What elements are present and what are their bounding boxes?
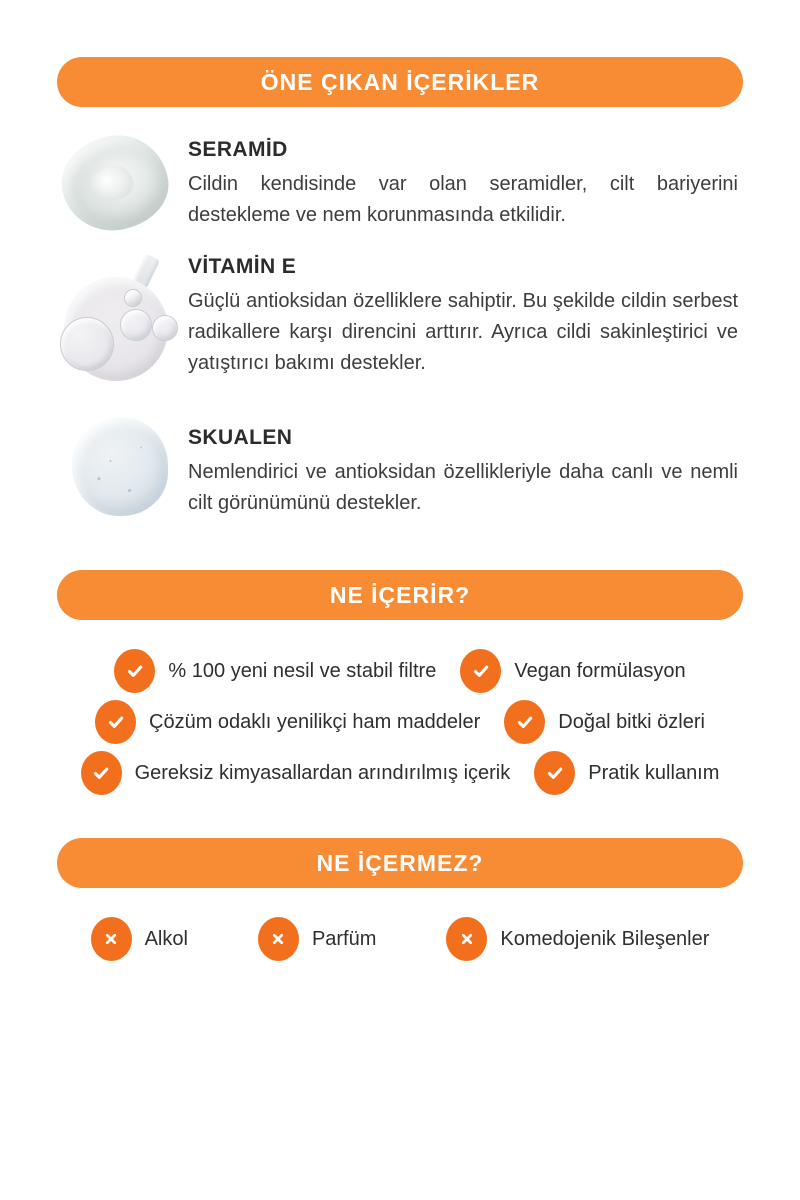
contains-item-label: % 100 yeni nesil ve stabil filtre [168,659,437,682]
check-circle-icon [460,649,501,693]
contains-row [0,649,800,693]
x-circle-icon [258,917,299,961]
contains-list [0,649,800,802]
x-circle-icon [446,917,487,961]
ceramide-gel-blob [56,129,174,237]
ingredient-name: VİTAMİN E [188,255,297,278]
contains-item-label: Pratik kullanım [588,761,720,784]
excludes-banner [57,838,743,888]
squalane-gel-blob [72,418,168,516]
check-circle-icon [534,751,575,795]
contains-item-label: Çözüm odaklı yenilikçi ham maddeler [149,710,481,733]
contains-banner-label: NE İÇERİR? [329,581,471,608]
ingredient-name: SERAMİD [188,138,288,161]
contains-item [81,751,511,795]
x-circle-icon [91,917,132,961]
contains-row [0,751,800,795]
vitamin-e-droplet-circle [64,277,168,381]
ingredient-section-ceramide [60,132,738,231]
squalane-swatch-image [60,420,188,519]
excludes-item [91,917,188,961]
check-circle-icon [95,700,136,744]
ingredient-section-vitamin-e [60,249,738,379]
contains-item [534,751,719,795]
excludes-item [258,917,376,961]
check-circle-icon [504,700,545,744]
check-circle-icon [114,649,155,693]
excludes-list [0,917,800,961]
contains-item-label: Vegan formülasyon [514,659,686,682]
ceramide-text [188,132,738,231]
ingredient-section-squalane [60,420,738,519]
excludes-item-label: Komedojenik Bileşenler [500,927,710,950]
excludes-item-label: Alkol [144,927,188,950]
check-circle-icon [81,751,122,795]
contains-item-label: Gereksiz kimyasallardan arındırılmış içerik [134,761,511,784]
ceramide-swatch-image [60,132,188,231]
contains-item [95,700,480,744]
contains-banner [57,570,743,620]
contains-row [0,700,800,744]
oil-bubble [152,315,178,341]
excludes-item-label: Parfüm [311,927,377,950]
oil-bubble [124,289,142,307]
contains-item [460,649,685,693]
contains-item-label: Doğal bitki özleri [558,710,705,733]
excludes-banner-label: NE İÇERMEZ? [316,849,484,876]
contains-item [114,649,436,693]
ingredient-description: Cildin kendisinde var olan seramidler, cilt bariyerini destekleme ve nem korunmasında etkilidir. [188,173,738,226]
squalane-text [188,420,738,519]
ingredient-name: SKUALEN [188,426,293,449]
excludes-item [446,917,709,961]
oil-bubble [120,309,152,341]
highlighted-ingredients-banner-label: ÖNE ÇIKAN İÇERİKLER [260,68,540,95]
vitamin-e-text [188,249,738,379]
ingredient-description: Güçlü antioksidan özelliklere sahiptir. Bu şekilde cildin serbest radikallere karşı direncini arttırır. Ayrıca cildi sakinleştirici ve yatıştırıcı bakımı destekler. [188,290,738,374]
vitamin-e-droplet-image [64,253,184,373]
highlighted-ingredients-banner [57,57,743,107]
vitamin-e-swatch-image [60,249,188,379]
oil-bubble [60,317,114,371]
ingredient-description: Nemlendirici ve antioksidan özellikleriyle daha canlı ve nemli cilt görünümünü destekler. [188,461,738,514]
contains-item [504,700,705,744]
